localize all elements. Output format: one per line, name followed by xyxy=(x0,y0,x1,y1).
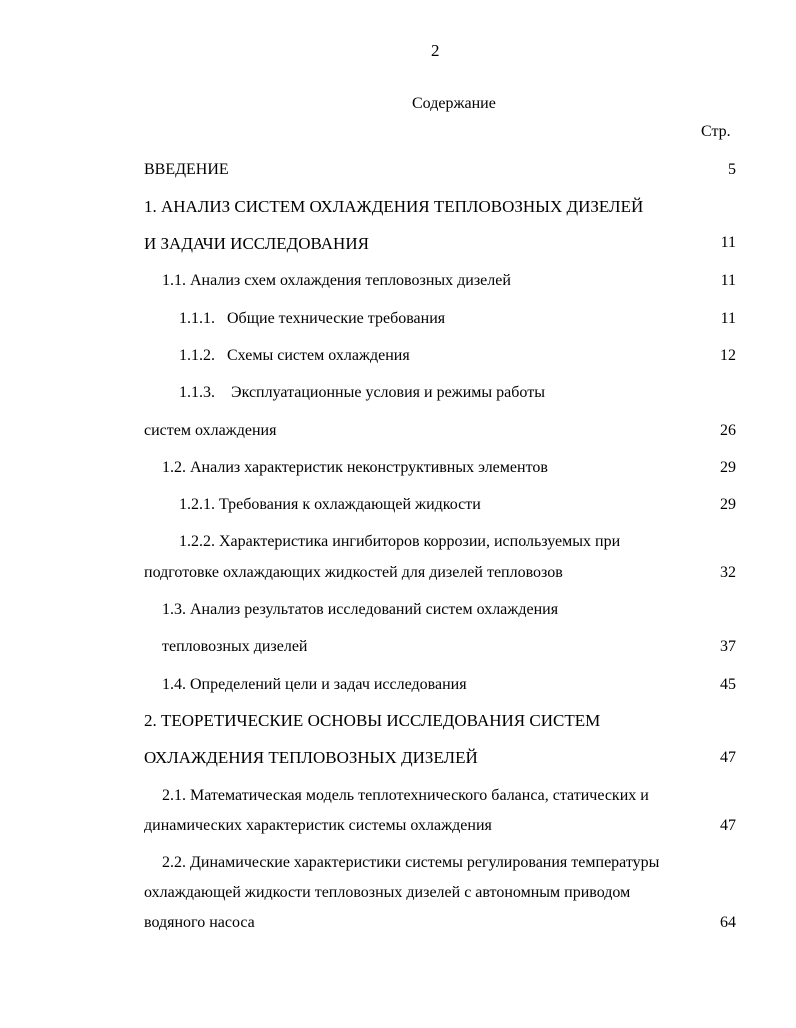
toc-entry-text: 1.2.2. Характеристика ингибиторов коррозии, используемых при xyxy=(179,533,621,550)
toc-entry-text: 2.1. Математическая модель теплотехнического баланса, статических и xyxy=(162,787,649,804)
toc-entry-text: охлаждающей жидкости тепловозных дизелей с автономным приводом xyxy=(144,884,631,901)
toc-entry-page: 29 xyxy=(720,459,736,476)
toc-entry-text: 2. ТЕОРЕТИЧЕСКИЕ ОСНОВЫ ИССЛЕДОВАНИЯ СИСТЕМ xyxy=(144,711,601,730)
toc-entry-page: 11 xyxy=(720,234,736,251)
toc-entry-page: 37 xyxy=(720,638,736,655)
page-number: 2 xyxy=(431,41,440,60)
toc-entry-text: подготовке охлаждающих жидкостей для дизелей тепловозов xyxy=(144,564,563,581)
toc-entry-text: 1.1.3. Эксплуатационные условия и режимы работы xyxy=(179,384,545,401)
toc-entry-page: 32 xyxy=(720,564,736,581)
toc-entry-page: 26 xyxy=(720,422,736,439)
toc-entry-text: тепловозных дизелей xyxy=(162,638,308,655)
toc-entry-page: 47 xyxy=(720,817,736,834)
toc-entry-text: 1.2.1. Требования к охлаждающей жидкости xyxy=(179,496,481,513)
toc-entry-text: 1.4. Определений цели и задач исследования xyxy=(162,676,467,693)
toc-entry-text: водяного насоса xyxy=(144,914,255,931)
toc-entry-page: 11 xyxy=(720,310,736,327)
toc-entry-text: 1.1. Анализ схем охлаждения тепловозных дизелей xyxy=(162,272,511,289)
toc-entry-text: 1.1.2. Схемы систем охлаждения xyxy=(179,347,410,364)
toc-entry-page: 64 xyxy=(720,914,736,931)
toc-entry-page: 5 xyxy=(728,161,736,178)
toc-entry-text: 1.2. Анализ характеристик неконструктивных элементов xyxy=(162,459,548,476)
toc-entry-page: 47 xyxy=(720,749,736,766)
toc-entry-page: 45 xyxy=(720,676,736,693)
toc-entry-text: динамических характеристик системы охлаждения xyxy=(144,817,492,834)
page-column-header: Стр. xyxy=(701,123,731,140)
toc-entry-page: 11 xyxy=(720,272,736,289)
toc-entry-text: 1.1.1. Общие технические требования xyxy=(179,310,446,327)
toc-entry-page: 12 xyxy=(720,347,736,364)
toc-entry-text: систем охлаждения xyxy=(144,422,277,439)
toc-title: Содержание xyxy=(412,95,496,112)
toc-entry-page: 29 xyxy=(720,496,736,513)
toc-entry-text: ВВЕДЕНИЕ xyxy=(144,161,229,178)
toc-entry-text: 1. АНАЛИЗ СИСТЕМ ОХЛАЖДЕНИЯ ТЕПЛОВОЗНЫХ ДИЗЕЛЕЙ xyxy=(144,197,644,216)
toc-entry-text: 2.2. Динамические характеристики системы регулирования температуры xyxy=(162,854,660,871)
toc-entry-text: И ЗАДАЧИ ИССЛЕДОВАНИЯ xyxy=(144,234,369,253)
toc-entry-text: ОХЛАЖДЕНИЯ ТЕПЛОВОЗНЫХ ДИЗЕЛЕЙ xyxy=(144,748,478,767)
toc-entry-text: 1.3. Анализ результатов исследований систем охлаждения xyxy=(162,601,559,618)
